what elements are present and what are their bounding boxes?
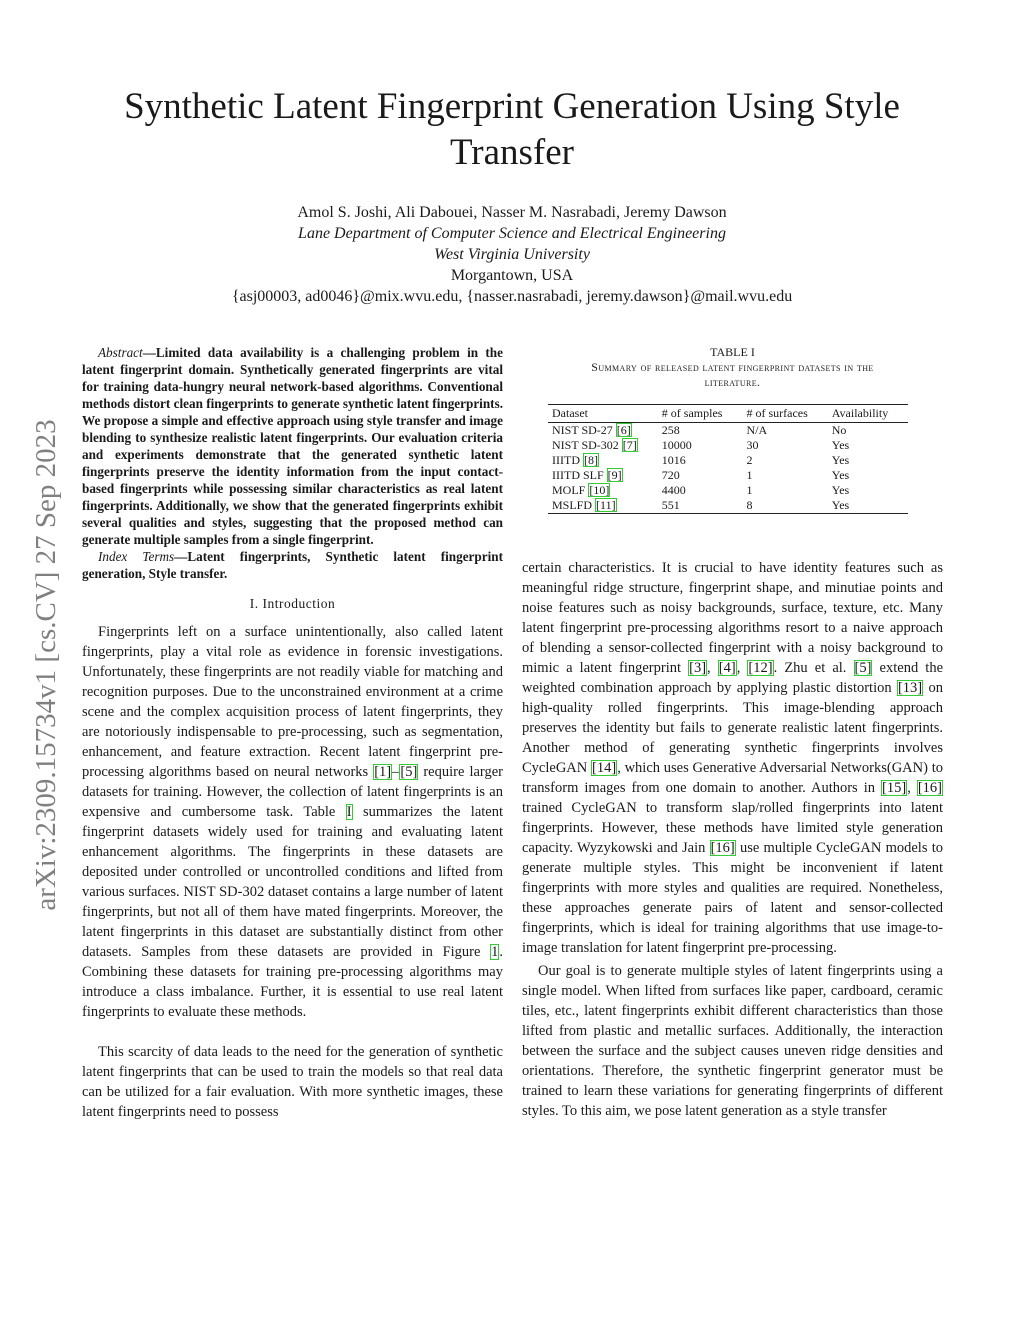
- table-row: [548, 498, 908, 514]
- datasets-table: [548, 404, 908, 514]
- samples-cell: 258: [661, 423, 680, 437]
- surfaces-cell: 2: [746, 453, 753, 467]
- dataset-name: NIST SD-27: [552, 423, 616, 437]
- author-names: Amol S. Joshi, Ali Dabouei, Nasser M. Nasrabadi, Jeremy Dawson: [297, 204, 727, 221]
- dataset-name: MOLF: [552, 483, 589, 497]
- citation-link[interactable]: [9]: [607, 468, 622, 482]
- text-run: Fingerprints left on a surface unintentionally, also called latent fingerprints, play a vital role as evidence in forensic investigations. Unfortunately, these fingerprints are not readily viable for matching and recognition purposes. Due to the unconstrained environment at a crime scene and the complex acquisition process of latent fingerprints, they are notoriously indispensable to pre-processing, such as segmentation, enhancement, and feature extraction. Recent latent fingerprint pre-processing algorithms based on neural networks: [82, 624, 503, 780]
- intro-paragraph-2: This scarcity of data leads to the need for the generation of synthetic latent fingerprints that can be used to train the models so that real data can be utilized for a fair evaluation. With more synthetic images, these latent fingerprints need to possess: [82, 1044, 503, 1120]
- citation-link[interactable]: [8]: [583, 453, 598, 467]
- samples-cell: 1016: [661, 453, 686, 467]
- right-column: [522, 558, 943, 1121]
- left-column: [82, 344, 503, 1122]
- dataset-name: MSLFD: [552, 498, 596, 512]
- surfaces-cell: 1: [746, 468, 753, 482]
- samples-cell: 10000: [661, 438, 692, 452]
- text-run: extend the weighted combination approach by applying plastic distortion: [522, 660, 944, 696]
- table-row: [548, 423, 908, 439]
- author-emails: {asj00003, ad0046}@mix.wvu.edu, {nasser.nasrabadi, jeremy.dawson}@mail.wvu.edu: [231, 288, 793, 305]
- author-block: [0, 202, 1024, 307]
- citation-link[interactable]: [13]: [897, 680, 923, 696]
- table-row: [548, 453, 908, 468]
- availability-cell: Yes: [828, 498, 908, 514]
- citation-link[interactable]: [16]: [710, 840, 735, 856]
- abstract-body: —Limited data availability is a challenging problem in the latent fingerprint domain. Synthetically generated fingerprints are vital for training data-hungry neural network-based algorithms. Conventional methods distort clean fingerprints to generate synthetic latent fingerprints. We propose a simple and effective approach using style transfer and image blending to synthesize realistic latent fingerprints. Our evaluation criteria and experiments demonstrate that the generated synthetic latent fingerprints preserve the identity information from the input contact-based fingerprints while possessing similar characteristics as real latent fingerprints. Additionally, we show that the generated fingerprints exhibit several qualities and styles, suggesting that the proposed method can generate multiple samples from a single fingerprint.: [82, 345, 503, 547]
- availability-cell: Yes: [831, 438, 850, 452]
- dataset-name: NIST SD-302: [552, 438, 622, 452]
- dataset-name-cell: [548, 483, 658, 498]
- figure-ref-link[interactable]: 1: [491, 944, 499, 960]
- citation-link[interactable]: [3]: [689, 660, 707, 676]
- citation-link[interactable]: [5]: [400, 764, 418, 780]
- surfaces-cell: N/A: [746, 423, 768, 437]
- abstract: [82, 344, 503, 548]
- table-ref-link[interactable]: I: [346, 804, 352, 820]
- citation-link[interactable]: [11]: [596, 498, 616, 512]
- text-run: ,: [736, 660, 748, 676]
- text-run: ,: [707, 660, 718, 676]
- table-row: [548, 483, 908, 498]
- citation-link[interactable]: [10]: [589, 483, 610, 497]
- abstract-label: Abstract: [98, 345, 143, 360]
- citation-link[interactable]: [14]: [592, 760, 617, 776]
- surfaces-cell: 8: [742, 498, 827, 514]
- text-run: , which uses Generative Adversarial Networks(GAN) to transform images from one domain to another. Authors in: [522, 760, 943, 796]
- section-heading-introduction: I. Introduction: [249, 596, 336, 611]
- availability-cell: Yes: [831, 453, 850, 467]
- dataset-name-cell: [548, 498, 658, 514]
- table-header-cell: Dataset: [548, 405, 658, 423]
- citation-link[interactable]: [15]: [882, 780, 907, 796]
- surfaces-cell: 30: [746, 438, 759, 452]
- samples-cell: 4400: [661, 483, 686, 497]
- text-run: ,: [907, 780, 917, 796]
- dataset-name-cell: [548, 453, 658, 468]
- text-run: –: [392, 764, 400, 780]
- paper-title: Synthetic Latent Fingerprint Generation Using Style Transfer: [124, 86, 900, 173]
- availability-cell: No: [831, 423, 847, 437]
- table-row: [548, 438, 908, 453]
- table-header-cell: # of surfaces: [742, 405, 827, 423]
- citation-link[interactable]: [5]: [854, 660, 872, 676]
- index-terms-body: —Latent fingerprints, Synthetic latent fingerprint generation, Style transfer.: [82, 549, 503, 581]
- table-label: TABLE I: [710, 345, 755, 359]
- citation-link[interactable]: [16]: [917, 780, 943, 796]
- author-location: Morgantown, USA: [450, 267, 574, 284]
- table-header-cell: # of samples: [658, 405, 743, 423]
- arxiv-identifier: arXiv:2309.15734v1 [cs.CV] 27 Sep 2023: [30, 419, 62, 911]
- intro-paragraph-1: [82, 622, 503, 1022]
- text-run: use multiple CycleGAN models to generate multiple styles. This might be inconvenient if latent fingerprints with more styles and qualities are required. Nonetheless, these approaches generate pairs of latent and sensor-collected fingerprints, which is ideal for training algorithms that use image-to-image translation for latent fingerprint pre-processing.: [522, 840, 943, 956]
- text-run: trained CycleGAN to transform slap/rolled fingerprints into latent fingerprints. However, these methods have limited style generation capacity. Wyzykowski and Jain: [522, 800, 943, 856]
- dataset-name: IIITD SLF: [552, 468, 607, 482]
- text-run: certain characteristics. It is crucial to have identity features such as meaningful ridge structure, fingerprint shape, and minutiae points and noise features such as noisy backgrounds, surface, texture, etc. Many latent fingerprint pre-processing algorithms resort to a naive approach of blending a sensor-collected fingerprint with a noisy background to mimic a latent fingerprint: [522, 560, 943, 676]
- index-terms-label: Index Terms: [98, 549, 175, 564]
- dataset-name-cell: [548, 468, 658, 483]
- author-university: West Virginia University: [434, 246, 590, 263]
- table-caption: [522, 345, 943, 390]
- table-header-cell: Availability: [828, 405, 908, 423]
- table-caption-line-2: literature.: [704, 375, 761, 389]
- dataset-name-cell: [548, 423, 658, 439]
- dataset-name: IIITD: [552, 453, 583, 467]
- citation-link[interactable]: [6]: [616, 423, 631, 437]
- intro-paragraph-4: Our goal is to generate multiple styles of latent fingerprints using a single model. When lifted from surfaces like paper, cardboard, ceramic tiles, etc., latent fingerprints exhibit different characteristics than those lifted from plastic and metallic surfaces. Additionally, the interaction between the surface and the subject causes uneven ridge densities and orientations. Therefore, the synthetic fingerprint generator must be trained to learn these variations for generating fingerprints of different styles. To this aim, we pose latent generation as a style transfer: [522, 963, 943, 1119]
- citation-link[interactable]: [7]: [622, 438, 637, 452]
- surfaces-cell: 1: [746, 483, 753, 497]
- availability-cell: Yes: [831, 468, 850, 482]
- citation-link[interactable]: [12]: [748, 660, 773, 676]
- citation-link[interactable]: [4]: [718, 660, 736, 676]
- dataset-name-cell: [548, 438, 658, 453]
- citation-link[interactable]: [1]: [374, 764, 392, 780]
- text-run: . Combining these datasets for training pre-processing algorithms may introduce a class imbalance. Further, it is essential to use real latent fingerprints to evaluate these methods.: [82, 944, 503, 1020]
- text-run: on high-quality rolled fingerprints. This image-blending approach preserves the identity but fails to generate realistic latent fingerprints. Another method of generating synthetic fingerprints involves CycleGAN: [522, 680, 943, 776]
- table-caption-line-1: Summary of released latent fingerprint datasets in the: [591, 360, 874, 374]
- author-department: Lane Department of Computer Science and Electrical Engineering: [298, 225, 726, 242]
- text-run: summarizes the latent fingerprint datasets widely used for training and evaluating latent enhancement algorithms. The fingerprints in these datasets are deposited under controlled or uncontrolled conditions and lifted from various surfaces. NIST SD-302 dataset contains a large number of latent fingerprints, but not all of them have mated fingerprints. Moreover, the latent fingerprints in this dataset are substantially distinct from other datasets. Samples from these datasets are provided in Figure: [82, 804, 503, 960]
- text-run: require larger datasets for training. However, the collection of latent fingerprints is an expensive and cumbersome task. Table: [82, 764, 504, 820]
- text-run: . Zhu et al.: [773, 660, 854, 676]
- table-row: [548, 468, 908, 483]
- availability-cell: Yes: [831, 483, 850, 497]
- index-terms: [82, 548, 503, 582]
- samples-cell: 551: [658, 498, 743, 514]
- intro-paragraph-3: [522, 558, 943, 958]
- table-header-row: [548, 405, 908, 423]
- samples-cell: 720: [661, 468, 680, 482]
